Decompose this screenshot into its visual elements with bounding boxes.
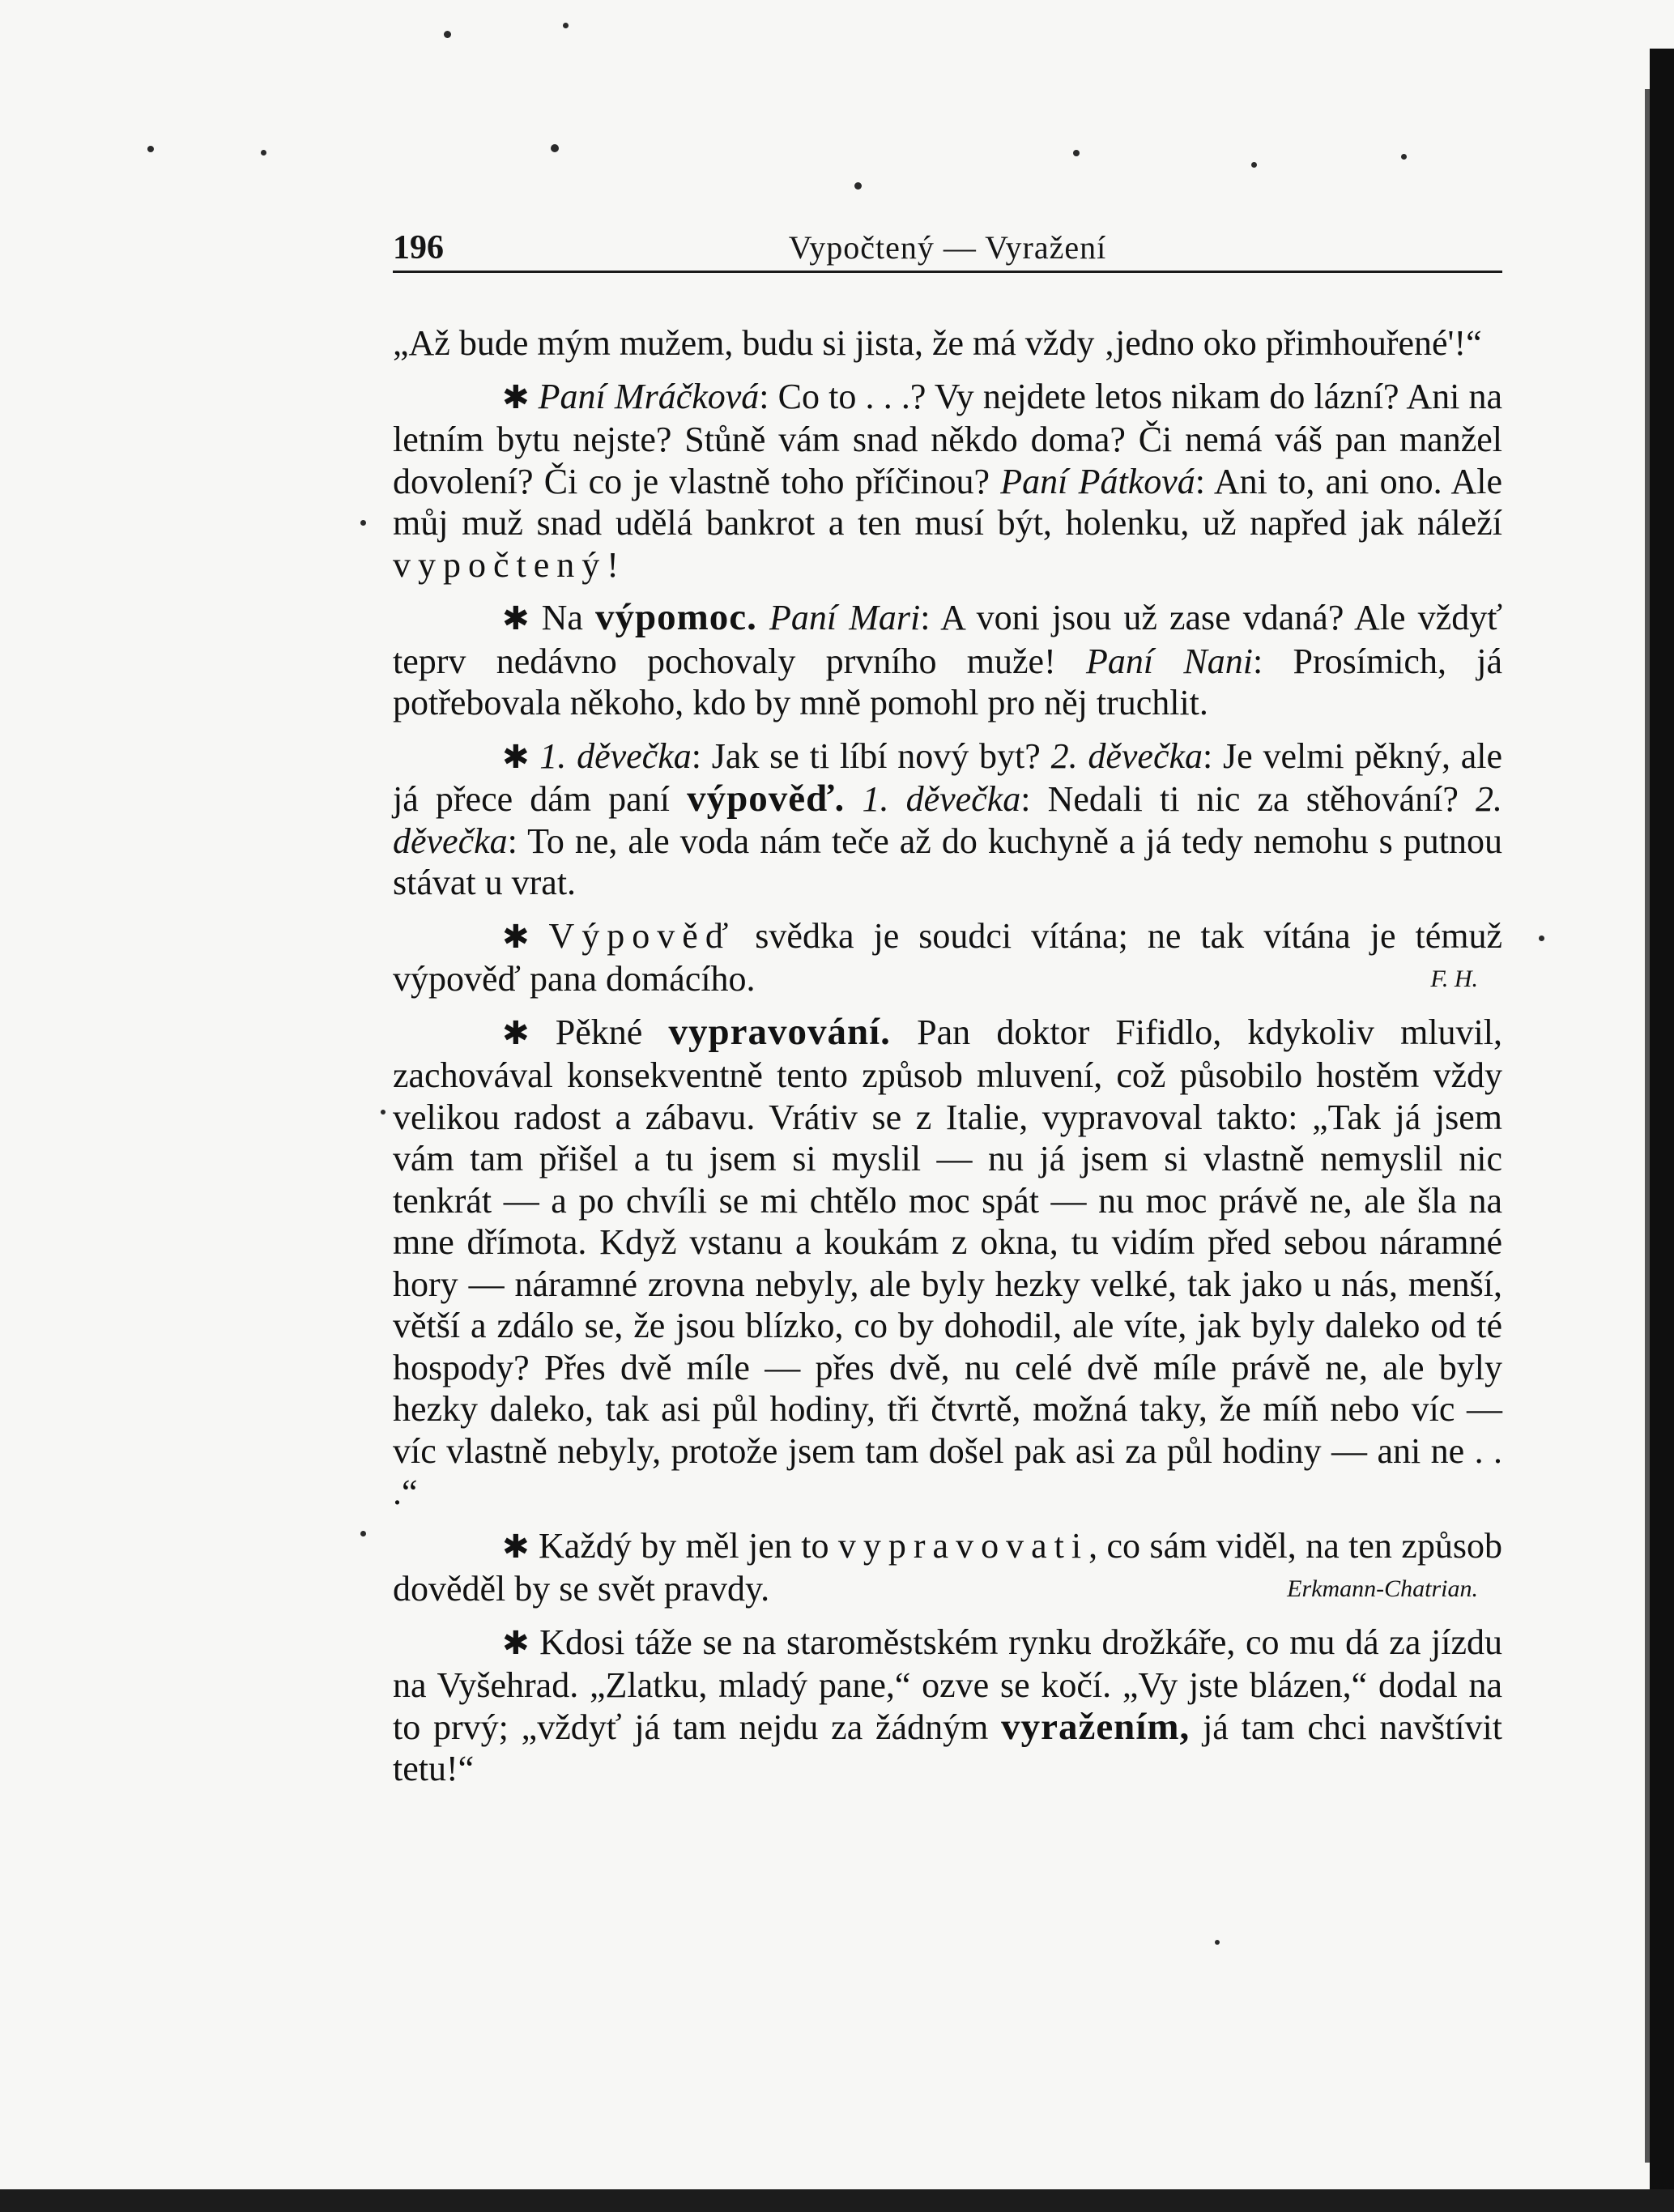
speck [1539, 936, 1544, 941]
text-run: Každý by měl jen to [529, 1525, 838, 1566]
paragraph [393, 735, 1502, 904]
text-run [757, 598, 769, 637]
asterisk-mark: ✱ [502, 378, 530, 416]
scan-edge-shadow [1645, 89, 1650, 2163]
headword: vyražením, [1001, 1705, 1191, 1748]
text-run [845, 779, 862, 819]
asterisk-mark: ✱ [502, 600, 530, 637]
paragraph [393, 322, 1502, 364]
speck [147, 146, 154, 152]
running-header [393, 228, 1502, 273]
text-run: : A voni jsou už zase vdaná? Ale vždyť teprv nedávno pochovaly prvního muže! [393, 598, 1502, 681]
text-run: : Nedali ti nic za stěhování? [1020, 779, 1476, 819]
text-run: : Prosímich, já potřebovala někoho, kdo by mně pomohl pro něj truchlit. [393, 641, 1502, 722]
speck [1073, 150, 1080, 156]
speaker-name: Paní Nani [1086, 641, 1253, 681]
speck [551, 144, 559, 152]
text-run: „Až bude mým mužem, budu si jista, že má vždy ‚jedno oko přimhouřené'!“ [393, 323, 1482, 363]
speck [381, 1110, 385, 1115]
speck [261, 150, 266, 156]
text-run: Na [529, 598, 596, 637]
headword: výpověď. [687, 778, 846, 820]
paragraph [393, 376, 1502, 586]
text-run [530, 916, 549, 956]
speaker-name: 1. děvečka [862, 779, 1021, 819]
speaker-name: Paní Pátková [1000, 461, 1195, 501]
speaker-name: 2. děvečka [393, 779, 1502, 861]
spaced-emphasis: vypočtený [393, 544, 607, 585]
page-number: 196 [393, 229, 444, 266]
speck [1251, 162, 1257, 168]
spaced-emphasis: vypravovati [837, 1525, 1089, 1566]
speaker-name: Paní Mari [769, 598, 921, 637]
source-attribution: F. H. [1430, 965, 1478, 992]
paragraph [393, 1622, 1502, 1790]
text-run: Kdosi táže se na staroměstském rynku drožkáře, co mu dá za jízdu na Vyšehrad. „Zlatku, mladý pane,“ ozve se kočí. „Vy jste blázen,“ dodal na to prvý; „vždyť já tam nejdu za žádným [393, 1622, 1502, 1747]
text-run: Pan doktor Fifidlo, kdykoliv mluvil, zachovával konsekventně tento způsob mluvení, což působilo hostěm vždy velikou radost a zábavu. Vrátiv se z Italie, vypravoval takto: „Tak já jsem vám tam přišel a tu jsem si myslil — nu já jsem si vlastně nemyslil nic tenkrát — a po chvíli se mi chtělo moc spát — nu moc právě ne, ale šla na mne dřímota. Když vstanu a koukám z okna, tu vidím před sebou náramné hory — náramné zrovna nebyly, ale byly hezky velké, tak jako u nás, menší, větší a zdálo se, že jsou blízko, co by dohodil, ale víte, jak byly daleko od té hospody? Přes dvě míle — přes dvě, nu celé dvě míle právě ne, ale byly hezky daleko, tak asi půl hodiny, tři čtvrtě, možná taky, že míň nebo víc — víc vlastně nebyly, protože jsem tam došel pak asi za půl hodiny — ani ne . . .“ [393, 1012, 1502, 1512]
speck [360, 1531, 366, 1536]
spaced-emphasis: Výpověď [548, 915, 736, 956]
speaker-name: Paní Mráčková [538, 376, 760, 416]
asterisk-mark: ✱ [502, 738, 530, 776]
source-attribution: Erkmann-Chatrian. [1287, 1575, 1478, 1602]
asterisk-mark: ✱ [502, 1014, 530, 1052]
text-run [530, 736, 540, 776]
headword: výpomoc. [595, 596, 757, 638]
speck [854, 182, 862, 190]
running-head-title: Vypočtený — Vyražení [788, 229, 1107, 266]
speck [444, 31, 451, 38]
speck [563, 23, 569, 28]
text-run: , co sám viděl, na ten způsob dověděl by se svět pravdy. [393, 1525, 1502, 1609]
asterisk-mark: ✱ [502, 918, 530, 956]
paragraph [393, 597, 1502, 724]
speaker-name: 1. děvečka [539, 735, 692, 776]
text-run: : Ani to, ani ono. Ale můj muž snad udělá bankrot a ten musí být, holenku, už napřed jak náleží [393, 461, 1502, 543]
text-run: : Je velmi pěkný, ale já přece dám paní [393, 735, 1503, 819]
text-run [530, 377, 539, 416]
speck [1401, 154, 1407, 160]
text-run: ! [607, 544, 619, 585]
text-run: : Jak se ti líbí nový byt? [691, 735, 1051, 776]
text-run: : Co to . . .? Vy nejdete letos nikam do lázní? Ani na letním bytu nejste? Stůně vám snad někdo doma? Či nemá váš pan manžel dovolení? Či co je vlastně toho příčinou? [393, 376, 1503, 501]
asterisk-mark: ✱ [502, 1528, 530, 1566]
speaker-name: 2. děvečka [1050, 735, 1203, 776]
text-run: Pěkné [529, 1012, 669, 1052]
body-text [393, 322, 1502, 1801]
speck [360, 520, 366, 526]
paragraph [393, 915, 1502, 1000]
speck [1215, 1940, 1220, 1945]
text-run: svědka je soudci vítána; ne tak vítána je témuž výpověď pana domácího. [393, 915, 1502, 999]
paragraph [393, 1012, 1502, 1514]
paragraph [393, 1525, 1502, 1610]
asterisk-mark: ✱ [502, 1624, 530, 1662]
scan-edge-bottom [0, 2189, 1674, 2212]
text-run: já tam chci navštívit tetu!“ [393, 1707, 1502, 1788]
text-run: : To ne, ale voda nám teče až do kuchyně a já tedy nemohu s putnou stávat u vrat. [393, 820, 1502, 902]
headword: vypravování. [668, 1010, 891, 1053]
scan-edge-right [1650, 49, 1674, 2212]
